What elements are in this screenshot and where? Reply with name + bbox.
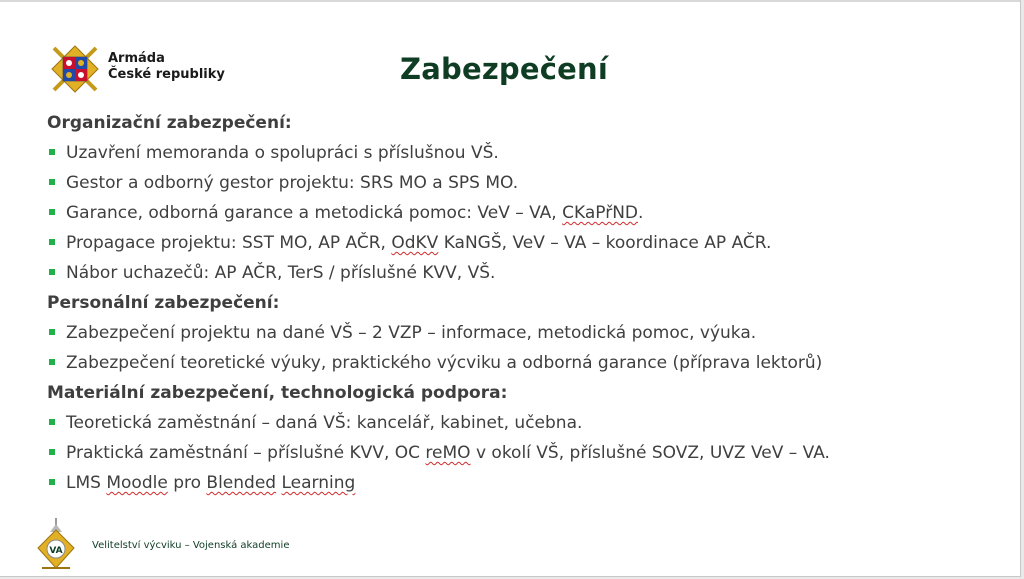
va-emblem-icon bbox=[34, 518, 78, 574]
bullet-item bbox=[47, 320, 1007, 350]
bullet-item bbox=[47, 230, 1007, 260]
organization-name bbox=[108, 51, 225, 83]
bullet-item bbox=[47, 470, 1007, 500]
bullet-item bbox=[47, 140, 1007, 170]
spellcheck-flagged-word: Moodle bbox=[106, 473, 168, 493]
bullet-square-icon bbox=[49, 479, 55, 485]
bullet-text: LMS bbox=[66, 473, 107, 493]
bullet-item bbox=[47, 200, 1007, 230]
slide-top-border bbox=[0, 0, 1020, 2]
spellcheck-flagged-word: Learning bbox=[281, 473, 356, 493]
bullet-square-icon bbox=[49, 449, 55, 455]
slide-title: Zabezpečení bbox=[400, 52, 608, 86]
bullet-text: Garance, odborná garance a metodická pomoc: VeV – VA, bbox=[66, 203, 563, 223]
bullet-text: . bbox=[638, 203, 644, 223]
bullet-text: Propagace projektu: SST MO, AP AČR, bbox=[66, 233, 392, 253]
spellcheck-flagged-word: OdKV bbox=[391, 233, 439, 253]
spellcheck-flagged-word: Blended bbox=[206, 473, 277, 493]
org-name-line1: Armáda bbox=[108, 51, 165, 66]
bullet-text: KaNGŠ, VeV – VA – koordinace AP AČR. bbox=[438, 233, 772, 253]
bullet-item bbox=[47, 170, 1007, 200]
bullet-text: Uzavření memoranda o spolupráci s příslušnou VŠ. bbox=[66, 143, 499, 163]
spellcheck-flagged-word: reMO bbox=[425, 443, 471, 463]
bullet-item bbox=[47, 410, 1007, 440]
bullet-text: Gestor a odborný gestor projektu: SRS MO a SPS MO. bbox=[66, 173, 519, 193]
bullet-square-icon bbox=[49, 329, 55, 335]
bullet-item bbox=[47, 440, 1007, 470]
bullet-square-icon bbox=[49, 359, 55, 365]
bullet-square-icon bbox=[49, 149, 55, 155]
org-name-line2: České republiky bbox=[108, 67, 225, 82]
section-heading: Materiální zabezpečení, technologická podpora: bbox=[47, 383, 508, 403]
slide-content bbox=[47, 110, 1007, 500]
spellcheck-flagged-word: CKaPřND bbox=[562, 203, 638, 223]
section-heading: Organizační zabezpečení: bbox=[47, 113, 292, 133]
bullet-square-icon bbox=[49, 209, 55, 215]
footer-text: Velitelství výcviku – Vojenská akademie bbox=[92, 540, 290, 551]
bullet-text: pro bbox=[167, 473, 207, 493]
bullet-text: Teoretická zaměstnání – daná VŠ: kancelář, kabinet, učebna. bbox=[66, 413, 583, 433]
bullet-item bbox=[47, 260, 1007, 290]
bullet-item bbox=[47, 350, 1007, 380]
bullet-text: v okolí VŠ, příslušné SOVZ, UVZ VeV – VA. bbox=[470, 443, 830, 463]
army-coat-of-arms-icon bbox=[48, 44, 102, 94]
bullet-square-icon bbox=[49, 269, 55, 275]
bullet-text: Zabezpečení projektu na dané VŠ – 2 VZP – informace, metodická pomoc, výuka. bbox=[66, 323, 757, 343]
bullet-text: Nábor uchazečů: AP AČR, TerS / příslušné KVV, VŠ. bbox=[66, 263, 496, 283]
bullet-text: Praktická zaměstnání – příslušné KVV, OC bbox=[66, 443, 426, 463]
bullet-square-icon bbox=[49, 419, 55, 425]
bullet-text: Zabezpečení teoretické výuky, praktického výcviku a odborná garance (příprava lektorů) bbox=[66, 353, 823, 373]
bullet-square-icon bbox=[49, 239, 55, 245]
section-heading: Personální zabezpečení: bbox=[47, 293, 280, 313]
svg-text:VA: VA bbox=[49, 546, 63, 556]
bullet-square-icon bbox=[49, 179, 55, 185]
